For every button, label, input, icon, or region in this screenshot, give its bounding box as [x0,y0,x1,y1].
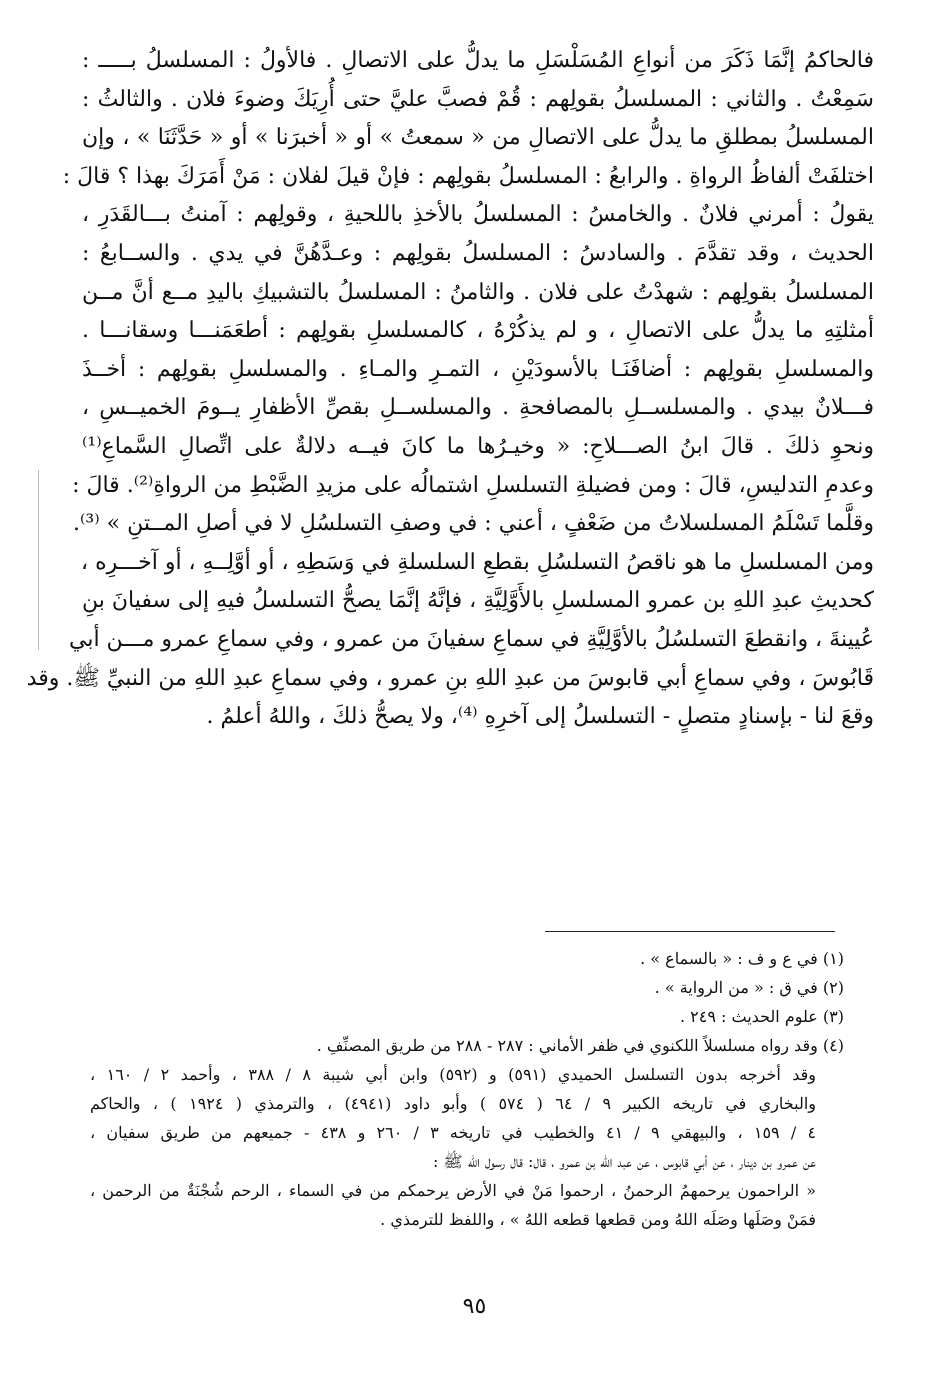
main-line: قَابُوسَ ، وفي سماعِ أبي قابوسَ من عبدِ اللهِ بنِ عمرو ، وفي سماعِ عبدِ اللهِ من النبيِّ ﷺ. وقد [26,665,874,691]
footnote-1: (١) في ع و ف : « بالسماع » . [640,949,844,968]
footnote-3: (٣) علوم الحديث : ٢٤٩ . [680,1007,844,1026]
main-line: الحديث ، وقد تقدَّمَ . والسادسُ : المسلسلُ بقولِهم : وعـدَّهُنَّ في يدي . والســابعُ : [82,240,874,266]
main-line: ونحوِ ذلكَ . قالَ ابنُ الصـــلاحِ: « وخيـرُها ما كانَ فيــه دلالةٌ على اتِّصالِ السَّماعِ⁽¹⁾ [82,433,874,459]
footnote-4-continuation: ٤ / ١٥٩ ، والبيهقي ٩ / ٤١ والخطيب في تاريخه ٣ / ٢٦٠ و ٤٣٨ - جميعهم من طريق سفيان ، [90,1123,817,1142]
footnote-4-continuation: وقد أخرجه بدون التسلسل الحميدي (٥٩١) و (٥٩٢) وابن أبي شيبة ٨ / ٣٨٨ ، وأحمد ٢ / ١٦٠ ، [90,1065,817,1084]
main-line: ومن المسلسلِ ما هو ناقصُ التسلسُلِ بقطعِ السلسلةِ في وَسَطِهِ ، أو أوَّلِــهِ ، أو آخـــرِه ، [81,549,874,575]
footnote-2: (٢) في ق : « من الرواية » . [654,978,844,997]
main-line: فالحاكمُ إنَّمَا ذَكَرَ من أنواعِ المُسَلْسَلِ ما يدلُّ على الاتصالِ . فالأولُ : المسلسلُ بـــــ : [82,48,874,73]
main-line: والمسلسلِ بقولِهم : أضافَنَـا بالأسودَيْنِ ، التمـرِ والمـاءِ . والمسلسلِ بقولِهم : أخــذَ [82,356,874,382]
footnote-separator [545,931,835,932]
main-line: المسلسلُ بقولِهم : شهدْتُ على فلان . والثامنُ : المسلسلُ بالتشبيكِ باليدِ مــع أنَّ مــن [82,279,874,305]
main-line: فـــلانٌ بيدي . والمسلســلِ بالمصافحةِ . والمسلســلِ بقصِّ الأظفارِ يــومَ الخميــسِ ، [82,395,874,421]
main-line: سَمِعْتُ . والثاني : المسلسلُ بقولِهم : قُمْ فصبَّ عليَّ حتى أُرِيَكَ وضوءَ فلان . والثالثُ : [82,86,874,112]
footnote-4-continuation: عن عمرو بن دينار ، عن أبي قابوس ، عن عبد الله بن عمرو ، قال: قال رسول الله ﷺ : [432,1152,816,1171]
footnote-4-hadith-quote: فمَنْ وصَلَها وصَلَه اللهُ ومن قطعها قطعه اللهُ » ، واللفظ للترمذي . [380,1210,816,1229]
footnotes-section [90,944,844,1234]
page-number: ٩٥ [462,1294,487,1319]
main-line: وقلَّما تَسْلَمُ المسلسلاتُ من ضَعْفٍ ، أعني : في وصفِ التسلسُلِ لا في أصلِ المــتنِ » ⁽³⁾. [73,511,874,537]
main-line: كحديثِ عبدِ اللهِ بن عمرو المسلسلِ بالأَوَّلِيَّةِ ، فإنَّهُ إنَّمَا يصحُّ التسلسلُ فيهِ إلى سفيانَ بنِ [82,588,874,614]
main-text-body [26,42,874,737]
main-line: وعدمِ التدليسِ، قالَ : ومن فضيلةِ التسلسلِ اشتمالُه على مزيدِ الضَّبْطِ من الرواةِ⁽²⁾. قالَ : [72,472,874,498]
main-line: يقولُ : أمرني فلانٌ . والخامسُ : المسلسلُ بالأخذِ باللحيةِ ، وقولِهم : آمنتُ بـــالقَدَرِ ، [82,202,874,228]
footnote-4-hadith-quote: « الراحمون يرحمهمُ الرحمنُ ، ارحموا مَنْ في الأرض يرحمكم من في السماء ، الرحم شُجْنَةٌ من الرحمن ، [90,1181,816,1200]
main-line: اختلفَتْ ألفاظُ الرواةِ . والرابعُ : المسلسلُ بقولِهم : فإنْ قيلَ لفلان : مَنْ أَمَرَكَ بهذا ؟ قالَ : [62,163,874,189]
main-line: عُيينةَ ، وانقطعَ التسلسُلُ بالأوَّلِيَّةِ في سماعِ سفيانَ من عمرو ، وفي سماعِ عمرو مـــن أبي [68,626,874,652]
main-line: المسلسلُ بمطلقِ ما يدلُّ على الاتصالِ من « سمعتُ » أو « أخبرَنا » أو « حَدَّثَنَا » ، وإن [82,125,874,151]
main-line: وقعَ لنا - بإسنادٍ متصلٍ - التسلسلُ إلى آخرِهِ ⁽⁴⁾، ولا يصحُّ ذلكَ ، واللهُ أعلمُ . [206,704,874,730]
margin-scan-line [38,470,39,650]
footnote-4-continuation: والبخاري في تاريخه الكبير ٩ / ٦٤ ( ٥٧٤ ) وأبو داود (٤٩٤١) ، والترمذي ( ١٩٢٤ ) ، والحاكم [90,1094,817,1113]
main-line: أمثلتِهِ ما يدلُّ على الاتصالِ ، و لم يذكُرْهُ ، كالمسلسلِ بقولِهم : أطعَمَنـــا وسقانـــا . [82,318,874,344]
footnote-4: (٤) وقد رواه مسلسلاً اللكنوي في ظفر الأماني : ٢٨٧ - ٢٨٨ من طريق المصنِّفِ . [316,1036,844,1055]
